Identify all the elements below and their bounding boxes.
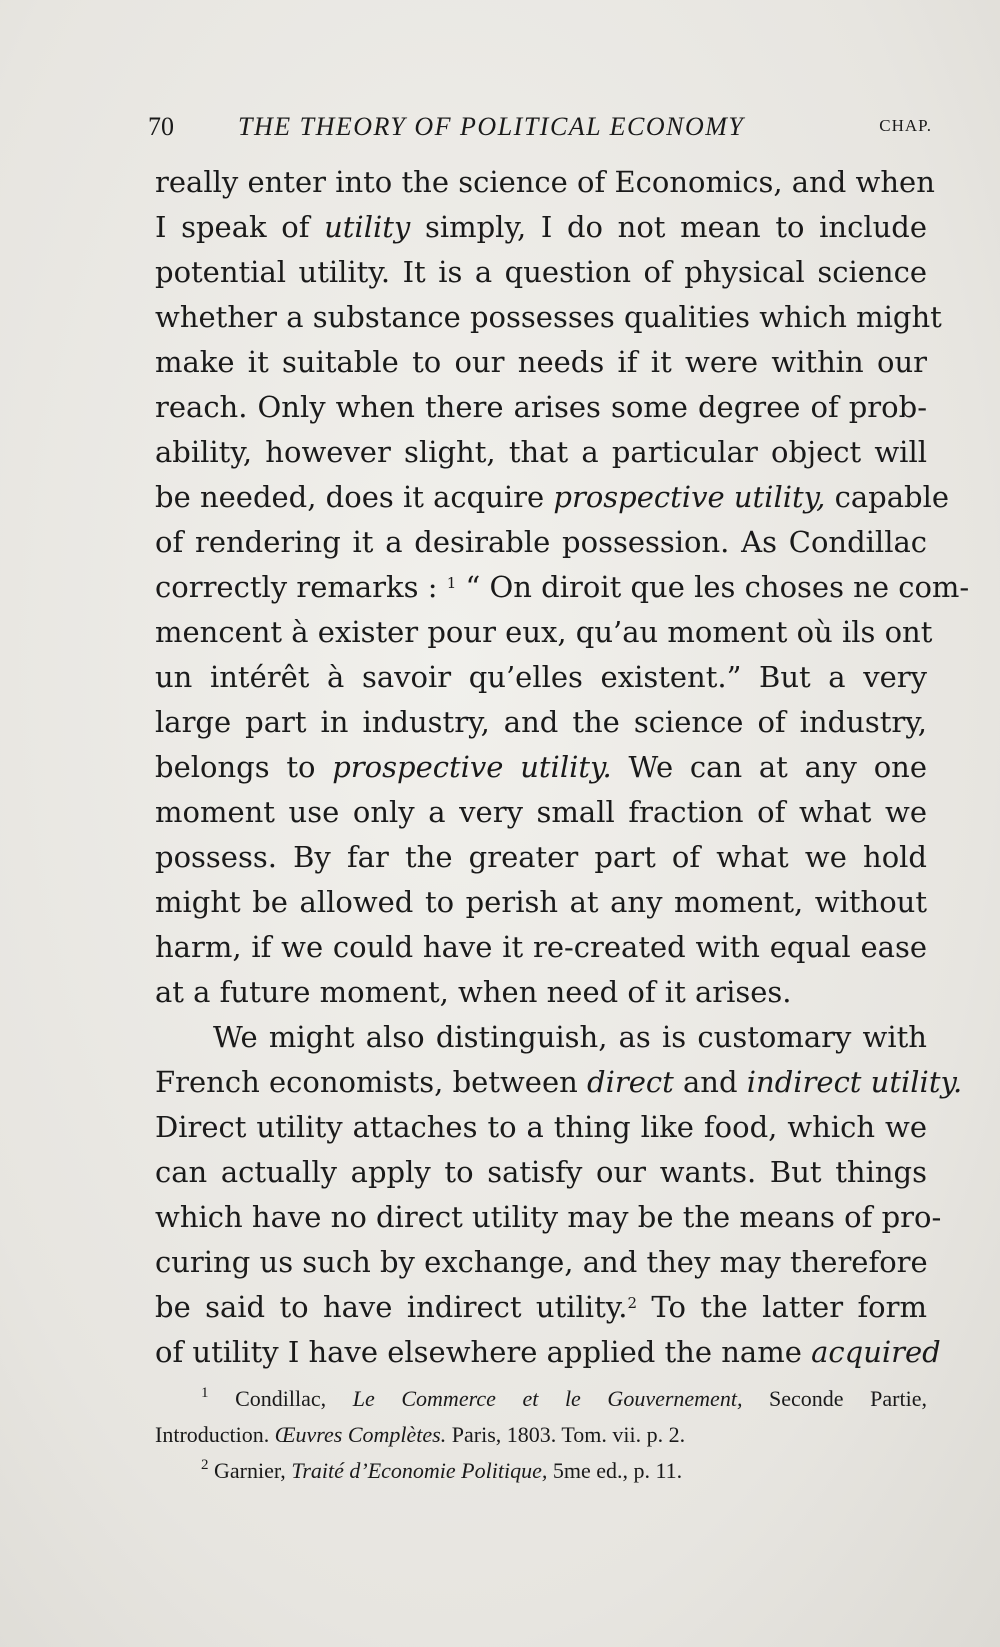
text-run: might be allowed to perish at any moment, without (155, 885, 927, 919)
italic-run: direct (587, 1065, 674, 1099)
body-line (155, 340, 927, 385)
body-line (155, 745, 927, 790)
text-run: We might also distinguish, as is customary with (213, 1020, 927, 1054)
body-line (155, 1240, 927, 1285)
text-run: of rendering it a desirable possession. As Condillac (155, 525, 927, 559)
body-line (155, 790, 927, 835)
text-run: possess. By far the greater part of what we hold (155, 840, 927, 874)
text-run: moment use only a very small fraction of what we (155, 795, 927, 829)
text-run: un intérêt à savoir qu’elles existent.” But a very (155, 660, 927, 694)
text-run: belongs to (155, 750, 333, 784)
text-run: be needed, does it acquire (155, 480, 554, 514)
body-line (155, 205, 927, 250)
text-run: can actually apply to satisfy our wants. But things (155, 1155, 927, 1189)
body-line (155, 520, 927, 565)
body-line (155, 565, 970, 610)
text-run: French economists, between (155, 1065, 588, 1099)
text-run: To the latter form (637, 1290, 927, 1324)
italic-run: prospective utility. (332, 750, 612, 784)
italic-run: utility (324, 210, 411, 244)
body-line (155, 925, 927, 970)
body-line (155, 1150, 927, 1195)
text-run: of utility I have elsewhere applied the name (155, 1335, 812, 1369)
text-run: 5me ed., p. 11. (547, 1458, 683, 1483)
running-title: THE THEORY OF POLITICAL ECONOMY (238, 112, 745, 141)
body-line (155, 1015, 927, 1060)
text-run: make it suitable to our needs if it were within our (155, 345, 927, 379)
text-run: Garnier, (208, 1458, 292, 1483)
body-text (155, 160, 970, 1375)
text-run: correctly remarks : (155, 570, 447, 604)
body-line (155, 1330, 941, 1375)
text-run: at a future moment, when need of it arises. (155, 975, 792, 1009)
text-run: I speak of (155, 210, 325, 244)
text-run: Direct utility attaches to a thing like food, which we (155, 1110, 927, 1144)
body-line (155, 880, 927, 925)
text-run: Introduction. (155, 1422, 275, 1447)
text-run: large part in industry, and the science of industry, (155, 705, 927, 739)
text-run: be said to have indirect utility. (155, 1290, 628, 1324)
body-line (155, 385, 927, 430)
body-line (155, 1060, 963, 1105)
text-run: mencent à exister pour eux, qu’au moment où ils ont (155, 615, 933, 649)
footnote-line (155, 1453, 927, 1489)
text-run: Paris, 1803. Tom. vii. p. 2. (446, 1422, 686, 1447)
italic-run: acquired (811, 1335, 941, 1369)
text-run: We can at any one (611, 750, 928, 784)
body-line (155, 700, 927, 745)
footnote-marker: 1 (201, 1385, 209, 1401)
italic-run: prospective utility, (553, 480, 826, 514)
text-run: harm, if we could have it re-created with equal ease (155, 930, 927, 964)
footnote-line (155, 1381, 927, 1417)
body-line (155, 295, 942, 340)
body-line (155, 1285, 927, 1330)
text-run: curing us such by exchange, and they may therefore (155, 1245, 928, 1279)
text-run: ability, however slight, that a particular object will (155, 435, 927, 469)
italic-run: Œuvres Complètes. (274, 1422, 447, 1447)
body-line (155, 970, 927, 1015)
page-number: 70 (148, 112, 174, 141)
body-line (155, 1195, 942, 1240)
body-line (155, 835, 927, 880)
italic-run: Le Commerce et le Gouvernement, (352, 1386, 743, 1411)
text-run: “ On diroit que les choses ne com- (456, 570, 970, 604)
italic-run: indirect utility. (746, 1065, 963, 1099)
text-run: and (673, 1065, 747, 1099)
chapter-label: CHAP. (879, 116, 932, 135)
footnote-line (155, 1417, 927, 1453)
body-line (155, 610, 933, 655)
footnote-marker: 1 (446, 574, 457, 592)
text-run: simply, I do not mean to include (410, 210, 928, 244)
text-run: reach. Only when there arises some degree of prob- (155, 390, 927, 424)
text-run: Seconde Partie, (742, 1386, 927, 1411)
body-line (155, 475, 950, 520)
italic-run: Traité d’Economie Politique, (291, 1458, 548, 1483)
body-line (155, 1105, 927, 1150)
body-line (155, 430, 927, 475)
running-header (148, 112, 932, 148)
footnote-marker: 2 (201, 1457, 209, 1473)
text-run: Condillac, (208, 1386, 353, 1411)
footnotes (155, 1381, 927, 1489)
footnote-marker: 2 (627, 1294, 638, 1312)
text-run: potential utility. It is a question of physical science (155, 255, 927, 289)
body-line (155, 160, 935, 205)
body-line (155, 655, 927, 700)
text-run: whether a substance possesses qualities which might (155, 300, 942, 334)
text-run: capable (825, 480, 950, 514)
text-run: really enter into the science of Economics, and when (155, 165, 935, 199)
text-run: which have no direct utility may be the means of pro- (155, 1200, 942, 1234)
body-line (155, 250, 927, 295)
